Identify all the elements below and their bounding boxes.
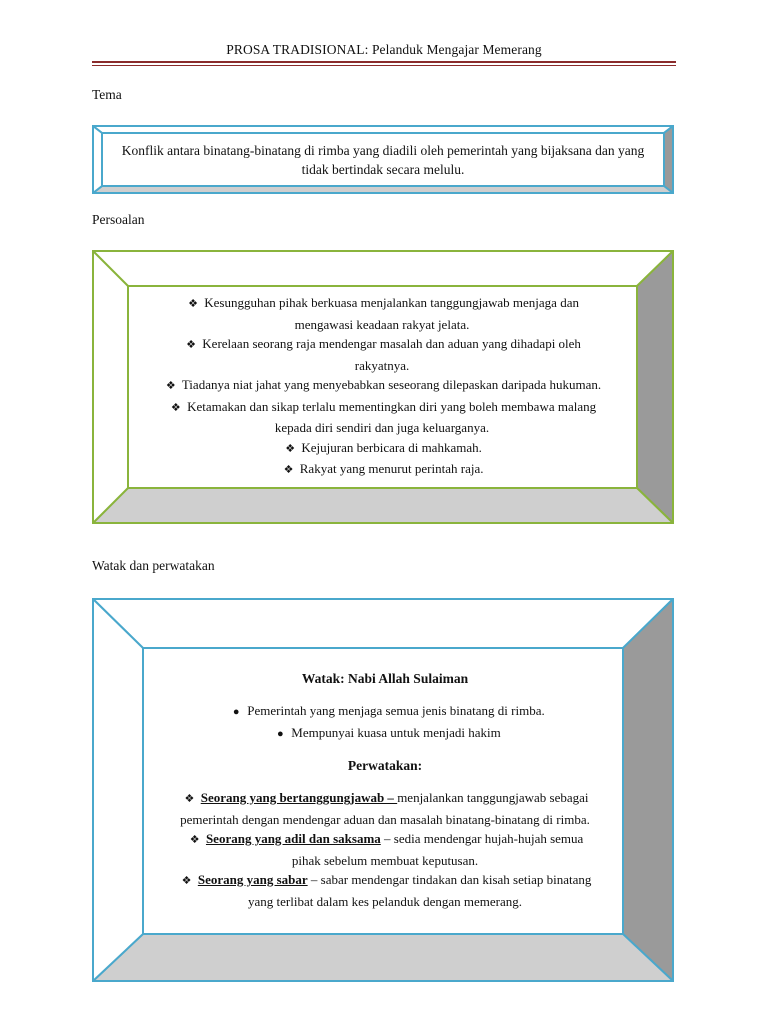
- list-item: ❖ Kejujuran berbicara di mahkamah.: [160, 438, 604, 460]
- list-item: ● Mempunyai kuasa untuk menjadi hakim: [172, 723, 598, 745]
- list-item: ❖ Seorang yang adil dan saksama – sedia mendengar hujah-hujah semua pihak sebelum membuat keputusan.: [172, 829, 598, 870]
- watak-roles-list: [172, 701, 598, 744]
- header-rule-thick: [92, 61, 676, 63]
- watak-heading: Watak: Nabi Allah Sulaiman: [301, 671, 469, 686]
- dot-bullet-icon: ●: [232, 706, 240, 718]
- diamond-bullet-icon: ❖: [189, 834, 200, 846]
- diamond-bullet-icon: ❖: [283, 464, 294, 477]
- tema-box: [92, 125, 674, 194]
- list-item: ❖ Seorang yang sabar – sabar mendengar tindakan dan kisah setiap binatang yang terlibat dalam kes pelanduk dengan memerang.: [172, 870, 598, 911]
- list-item: ❖ Kesungguhan pihak berkuasa menjalankan tanggungjawab menjaga dan mengawasi keadaan rakyat jelata.: [160, 293, 604, 334]
- perwatakan-heading: Perwatakan:: [347, 758, 423, 773]
- diamond-bullet-icon: ❖: [285, 442, 296, 455]
- persoalan-list: [160, 293, 604, 481]
- tema-label: Tema: [92, 87, 122, 102]
- persoalan-label: Persoalan: [92, 212, 145, 227]
- persoalan-content: [160, 288, 604, 486]
- tema-text: Konflik antara binatang-binatang di rimba yang diadili oleh pemerintah yang bijaksana dan yang tidak bertindak secara melulu.: [121, 142, 645, 177]
- header-rule-thin: [92, 65, 676, 66]
- list-item: ❖ Ketamakan dan sikap terlalu mementingkan diri yang boleh membawa malang kepada diri sendiri dan juga keluarganya.: [160, 397, 604, 438]
- page-header: PROSA TRADISIONAL: Pelanduk Mengajar Memerang: [226, 42, 542, 57]
- list-item: ● Pemerintah yang menjaga semua jenis binatang di rimba.: [172, 701, 598, 723]
- diamond-bullet-icon: ❖: [186, 339, 196, 352]
- watak-content: [172, 652, 598, 930]
- perwatakan-list: [172, 788, 598, 911]
- list-item: ❖ Rakyat yang menurut perintah raja.: [160, 459, 604, 481]
- watak-label: Watak dan perwatakan: [92, 558, 215, 573]
- dot-bullet-icon: ●: [276, 727, 284, 740]
- list-item: ❖ Tiadanya niat jahat yang menyebabkan seseorang dilepaskan daripada hukuman.: [160, 375, 604, 397]
- persoalan-box: [92, 250, 674, 524]
- diamond-bullet-icon: ❖: [188, 298, 198, 311]
- diamond-bullet-icon: ❖: [165, 380, 176, 393]
- list-item: ❖ Seorang yang bertanggungjawab – menjalankan tanggungjawab sebagai pemerintah dengan mendengar aduan dan masalah binatang-binatang di rimba.: [180, 790, 590, 827]
- diamond-bullet-icon: ❖: [170, 401, 181, 414]
- list-item: ❖ Kerelaan seorang raja mendengar masalah dan aduan yang dihadapi oleh rakyatnya.: [160, 334, 604, 375]
- watak-box: [92, 598, 674, 982]
- diamond-bullet-icon: ❖: [181, 875, 192, 887]
- diamond-bullet-icon: ❖: [184, 793, 195, 805]
